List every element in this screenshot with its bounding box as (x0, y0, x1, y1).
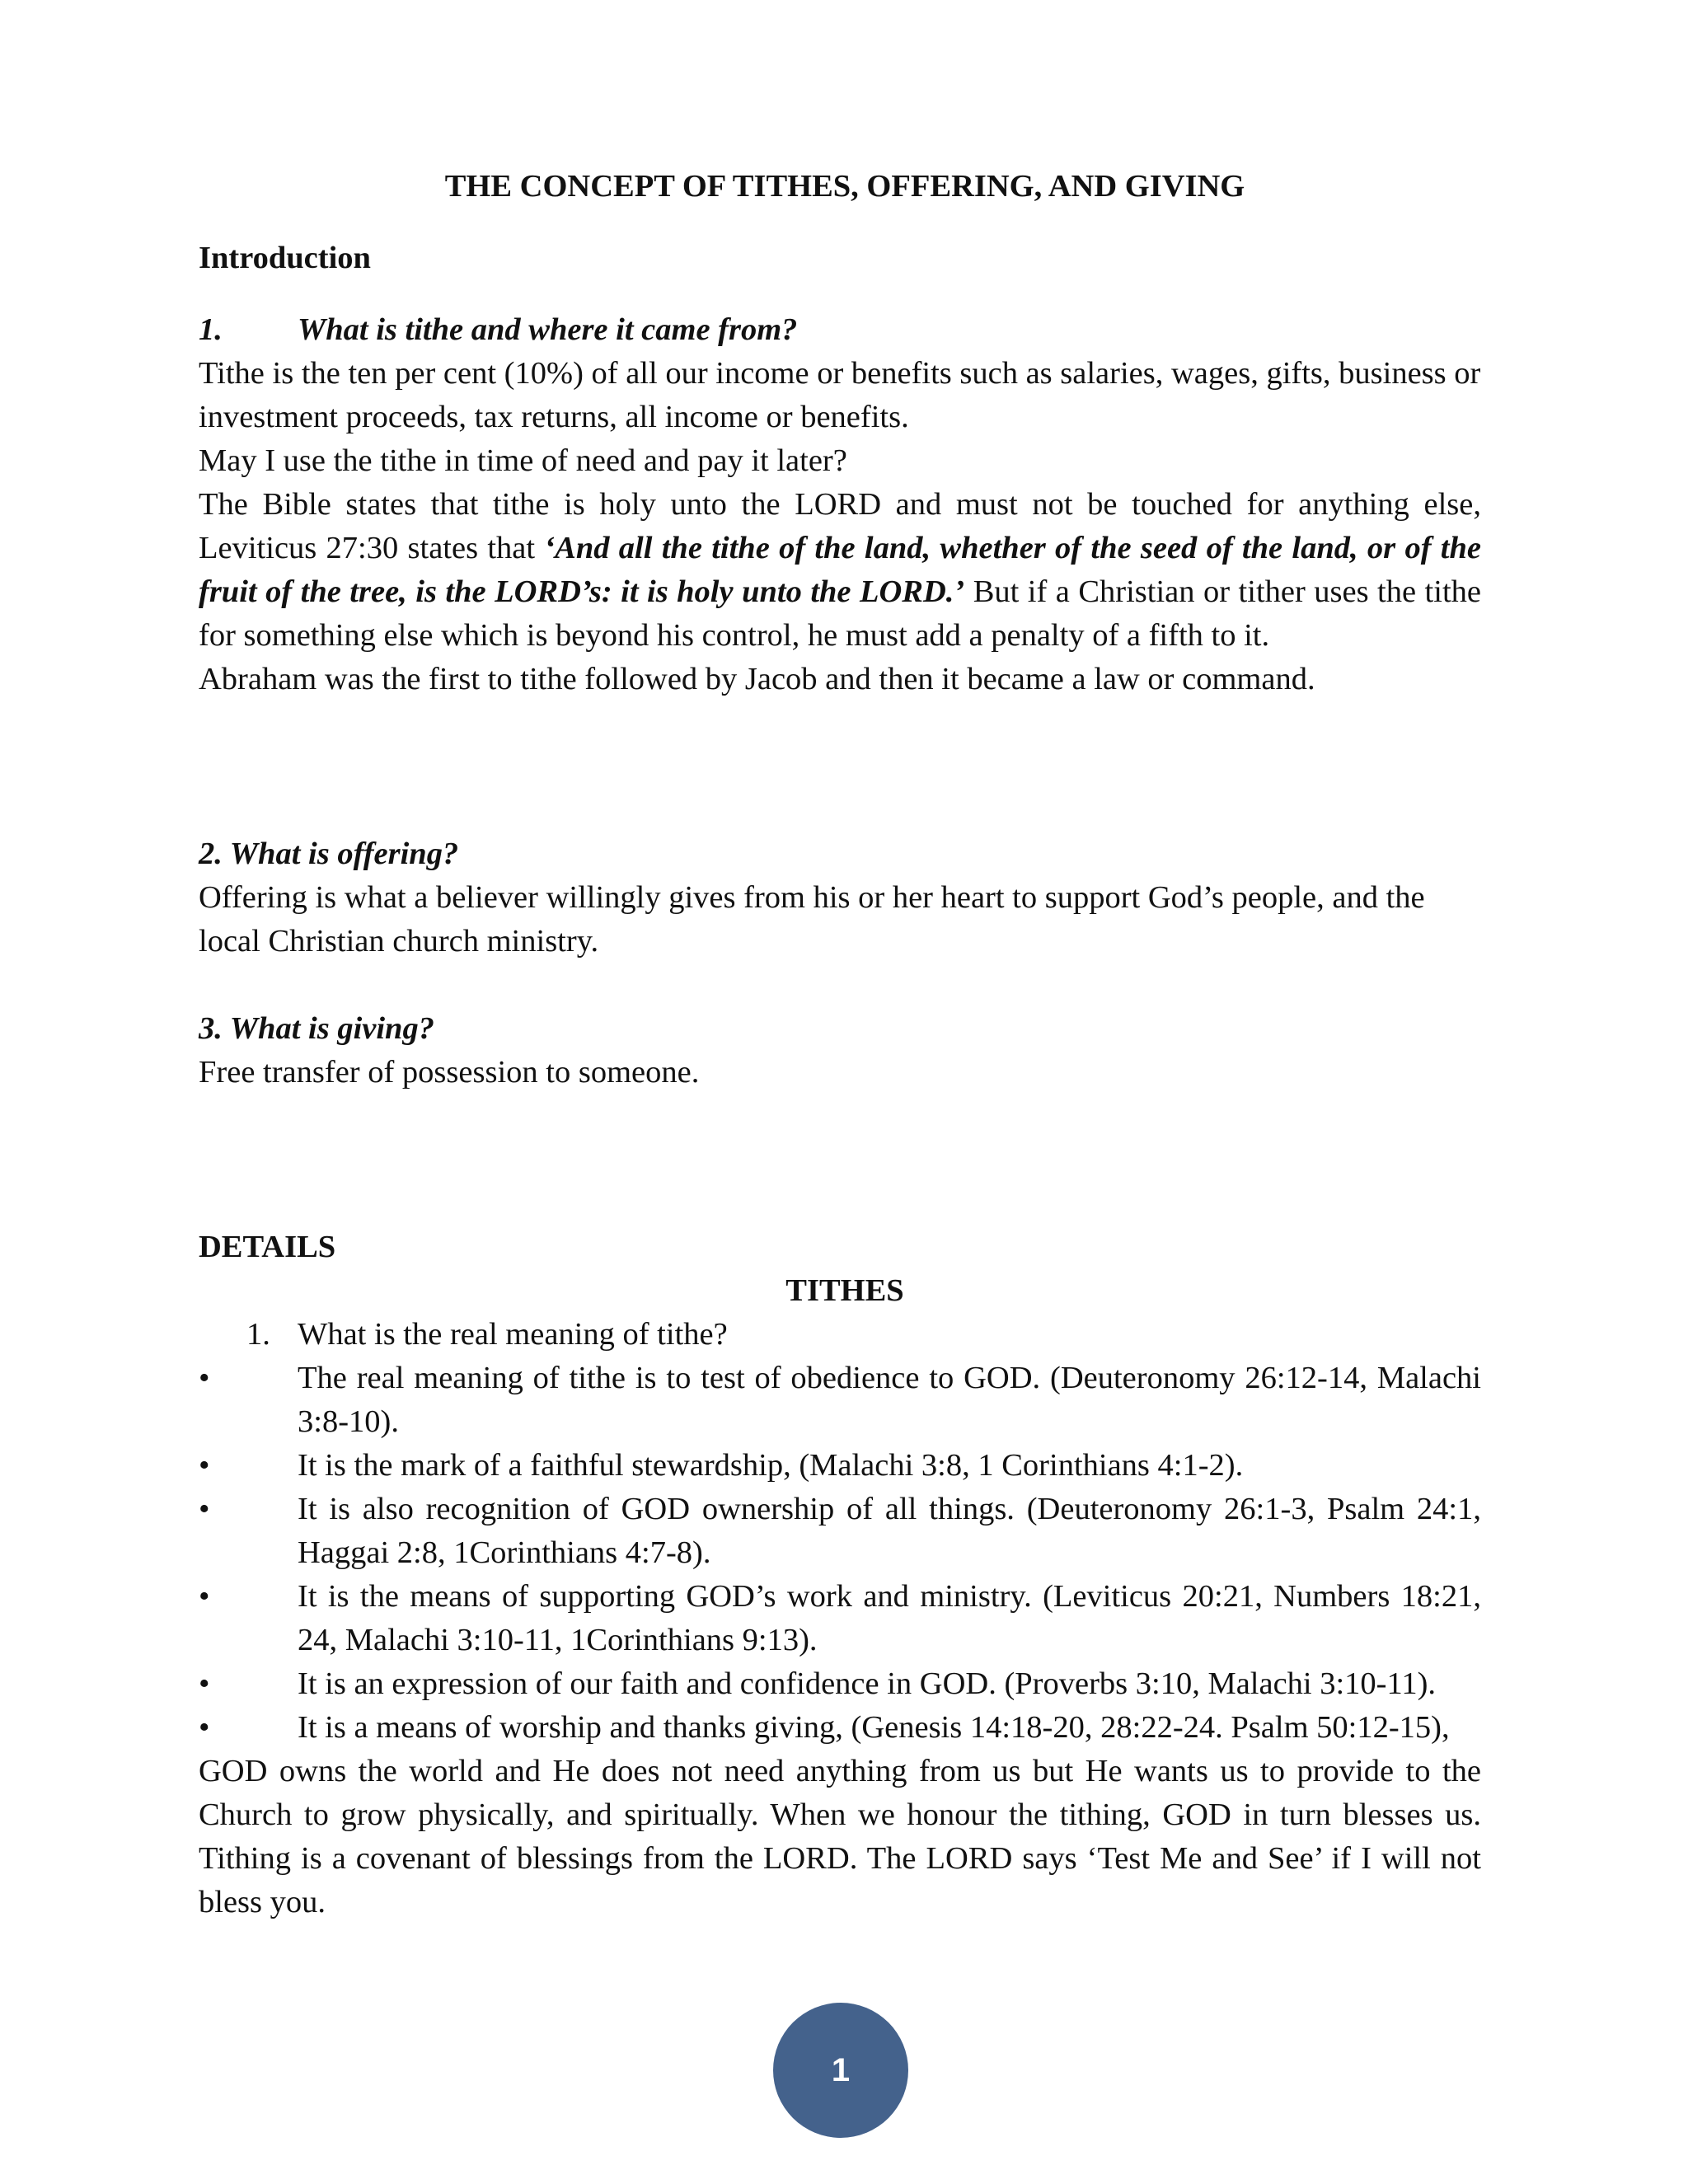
numbered-item-number: 1. (246, 1317, 270, 1352)
page-number-badge (773, 2003, 908, 2138)
list-item-text: It is the mark of a faithful stewardship, (Malachi 3:8, 1 Corinthians 4:1-2). (298, 1448, 1244, 1483)
tithe-holy-paragraph (199, 483, 1481, 658)
spacer (199, 1094, 1481, 1226)
list-item-text: It is also recognition of GOD ownership of all things. (Deuteronomy 26:1-3, Psalm 24:1, Haggai 2:8, 1Corinthians 4:7-8). (298, 1492, 1481, 1570)
spacer (199, 963, 1481, 1007)
tithe-holy-intro: The Bible states that tithe is holy unto the LORD and must not be touched for anything else, Leviticus 27:30 states that (199, 487, 1481, 565)
list-item-text: It is a means of worship and thanks giving, (Genesis 14:18-20, 28:22-24. Psalm 50:12-15), (298, 1710, 1450, 1745)
abraham-paragraph: Abraham was the first to tithe followed by Jacob and then it became a law or command. (199, 662, 1315, 696)
page-number: 1 (831, 2051, 851, 2088)
tithes-heading: TITHES (785, 1273, 904, 1308)
bullet-icon: • (199, 1666, 210, 1701)
list-item (199, 1444, 1481, 1488)
giving-definition-paragraph: Free transfer of possession to someone. (199, 1055, 700, 1090)
bullet-icon: • (199, 1710, 210, 1745)
question-3-heading: 3. What is giving? (199, 1011, 434, 1046)
list-item-text: It is the means of supporting GOD’s work and ministry. (Leviticus 20:21, Numbers 18:21, 24, Malachi 3:10-11, 1Corinthians 9:13). (298, 1579, 1481, 1657)
list-item (199, 1662, 1481, 1706)
list-item (199, 1488, 1481, 1575)
question-1-number: 1. (199, 312, 223, 347)
offering-definition-paragraph: Offering is what a believer willingly gives from his or her heart to support God’s people, and the local Christian church ministry. (199, 880, 1425, 958)
introduction-heading: Introduction (199, 241, 371, 275)
tithe-question-paragraph: May I use the tithe in time of need and pay it later? (199, 443, 847, 478)
tithe-definition-paragraph: Tithe is the ten per cent (10%) of all our income or benefits such as salaries, wages, gifts, business or investment proceeds, tax returns, all income or benefits. (199, 356, 1481, 434)
document-title: THE CONCEPT OF TITHES, OFFERING, AND GIVING (444, 169, 1245, 204)
bullet-icon: • (199, 1492, 210, 1526)
details-heading: DETAILS (199, 1230, 336, 1264)
question-1-heading (199, 308, 1481, 352)
bullet-icon: • (199, 1361, 210, 1395)
numbered-item-text: What is the real meaning of tithe? (298, 1317, 728, 1352)
leviticus-quote: ‘And all the tithe of the land, whether of the seed of the land, or of the fruit of the tree, is the LORD’s: it is holy unto the LORD.’ (199, 531, 1481, 609)
list-item-text: It is an expression of our faith and confidence in GOD. (Proverbs 3:10, Malachi 3:10-11). (298, 1666, 1437, 1701)
bullet-icon: • (199, 1448, 210, 1483)
tithe-meaning-list (199, 1357, 1481, 1750)
question-2-heading: 2. What is offering? (199, 837, 459, 871)
document-page (199, 165, 1481, 1924)
numbered-item (199, 1313, 1481, 1357)
spacer (199, 701, 1481, 832)
list-item (199, 1575, 1481, 1662)
closing-paragraph: GOD owns the world and He does not need anything from us but He wants us to provide to the Church to grow physically, and spiritually. When we honour the tithing, GOD in turn blesses us. Tithing is a covenant of blessings from the LORD. The LORD says ‘Test Me and See’ if I will not bless you. (199, 1754, 1481, 1919)
bullet-icon: • (199, 1579, 210, 1614)
list-item (199, 1706, 1481, 1750)
list-item-text: The real meaning of tithe is to test of obedience to GOD. (Deuteronomy 26:12-14, Malachi 3:8-10). (298, 1361, 1481, 1439)
list-item (199, 1357, 1481, 1444)
question-1-text: What is tithe and where it came from? (298, 312, 798, 347)
tithe-penalty-text: But if a Christian or tither uses the tithe for something else which is beyond his control, he must add a penalty of a fifth to it. (199, 574, 1481, 653)
